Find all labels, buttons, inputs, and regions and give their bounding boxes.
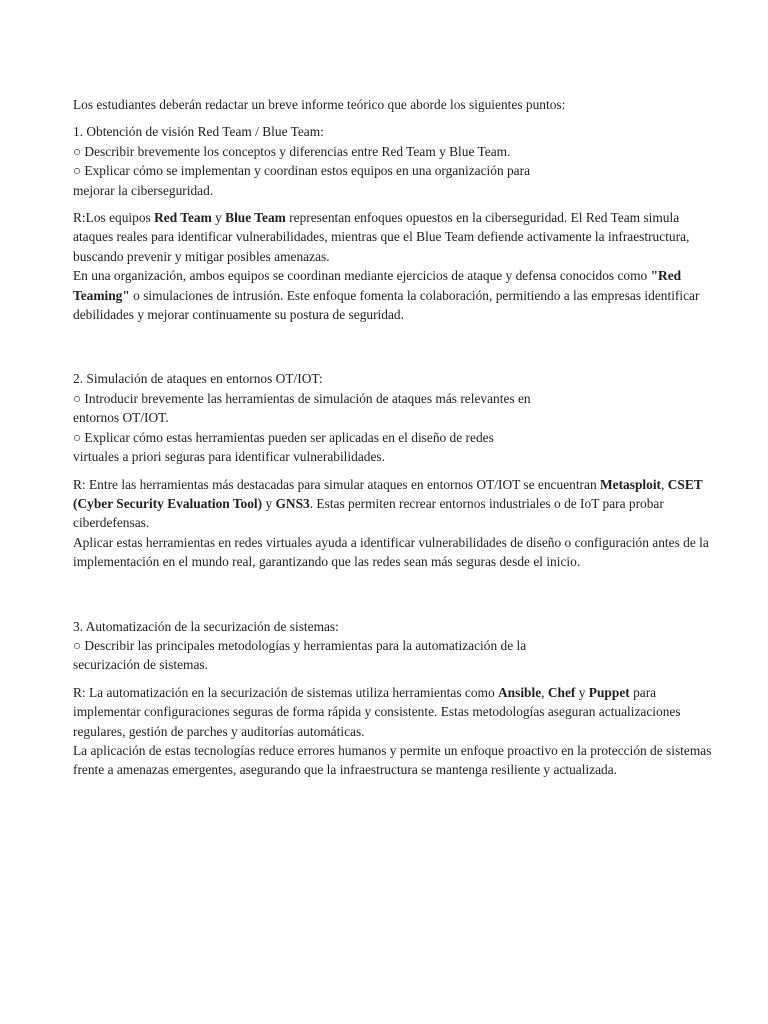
answer-bold: Red Team (154, 210, 212, 226)
answer-text: y (575, 684, 589, 700)
answer-text: , (661, 476, 668, 492)
section-1-bullet-2: ○ Explicar cómo se implementan y coordinan estos equipos en una organización para mejorar la ciberseguridad. (73, 163, 531, 198)
section-1 (73, 122, 713, 324)
answer-text: para implementar configuraciones seguras de forma rápida y consistente. Estas metodologías aseguran actualizaciones regulares, gestión de parches y auditorías automáticas. (73, 684, 681, 739)
section-2-bullet-2: ○ Explicar cómo estas herramientas pueden ser aplicadas en el diseño de redes virtuales a priori seguras para identificar vulnerabilidades. (73, 429, 494, 465)
section-3-title: 3. Automatización de la securización de sistemas: (73, 618, 339, 634)
section-1-prompt (73, 122, 543, 200)
intro-paragraph: Los estudiantes deberán redactar un breve informe teórico que aborde los siguientes puntos: (73, 97, 566, 112)
answer-text: , (541, 684, 548, 700)
answer-bold: Puppet (588, 684, 630, 700)
answer-text: y (262, 495, 276, 511)
section-2-bullet-1: ○ Introducir brevemente las herramientas de simulación de ataques más relevantes en entornos OT/IOT. (73, 390, 531, 426)
section-3-prompt (73, 617, 543, 675)
section-1-title: 1. Obtención de visión Red Team / Blue Team: (73, 124, 324, 140)
answer-bold: CSET (Cyber Security Evaluation Tool) (73, 476, 703, 511)
answer-text: R: La automatización en la securización de sistemas utiliza herramientas como (73, 684, 498, 700)
answer-bold: Blue Team (225, 210, 286, 226)
answer-text: representan enfoques opuestos en la ciberseguridad. El Red Team simula ataques reales para identificar vulnerabilidades, mientras que el Blue Team defiende activamente la infraestructura, buscando prevenir y mitigar posibles amenazas. (73, 210, 690, 264)
answer-bold: Ansible (498, 684, 542, 700)
answer-text: En una organización, ambos equipos se coordinan mediante ejercicios de ataque y defensa conocidos como (73, 268, 651, 284)
answer-bold: GNS3 (275, 495, 310, 511)
answer-text: . Estas permiten recrear entornos industriales o de IoT para probar ciberdefensas. (73, 495, 664, 531)
document-body (73, 95, 713, 788)
section-spacer (73, 332, 713, 369)
answer-text: R:Los equipos (73, 210, 155, 226)
answer-text: o simulaciones de intrusión. Este enfoque fomenta la colaboración, permitiendo a las empresas identificar debilidades y mejorar continuamente su postura de seguridad. (73, 287, 700, 323)
section-3-bullet-1: ○ Describir las principales metodologías y herramientas para la automatización de la securización de sistemas. (73, 637, 527, 673)
answer-text: y (211, 210, 226, 226)
section-2-prompt (73, 369, 543, 466)
section-3 (73, 617, 713, 780)
section-1-bullet-1: ○ Describir brevemente los conceptos y diferencias entre Red Team y Blue Team. (73, 143, 511, 159)
section-1-answer (73, 208, 713, 324)
answer-text: R: Entre las herramientas más destacadas para simular ataques en entornos OT/IOT se encuentran (73, 476, 601, 492)
section-2-title: 2. Simulación de ataques en entornos OT/IOT: (73, 371, 323, 387)
answer-bold: Metasploit (600, 476, 662, 492)
section-2 (73, 369, 713, 571)
section-3-answer (73, 683, 713, 780)
answer-bold: "Red Teaming" (73, 268, 682, 303)
section-spacer (73, 580, 713, 617)
section-2-answer (73, 475, 713, 572)
answer-text: Aplicar estas herramientas en redes virtuales ayuda a identificar vulnerabilidades de diseño o configuración antes de la implementación en el mundo real, garantizando que las redes sean más seguras desde el inicio. (73, 534, 709, 570)
answer-text: La aplicación de estas tecnologías reduce errores humanos y permite un enfoque proactivo en la protección de sistemas frente a amenazas emergentes, asegurando que la infraestructura se mantenga resiliente y actualizada. (73, 742, 712, 778)
answer-bold: Chef (547, 684, 576, 700)
